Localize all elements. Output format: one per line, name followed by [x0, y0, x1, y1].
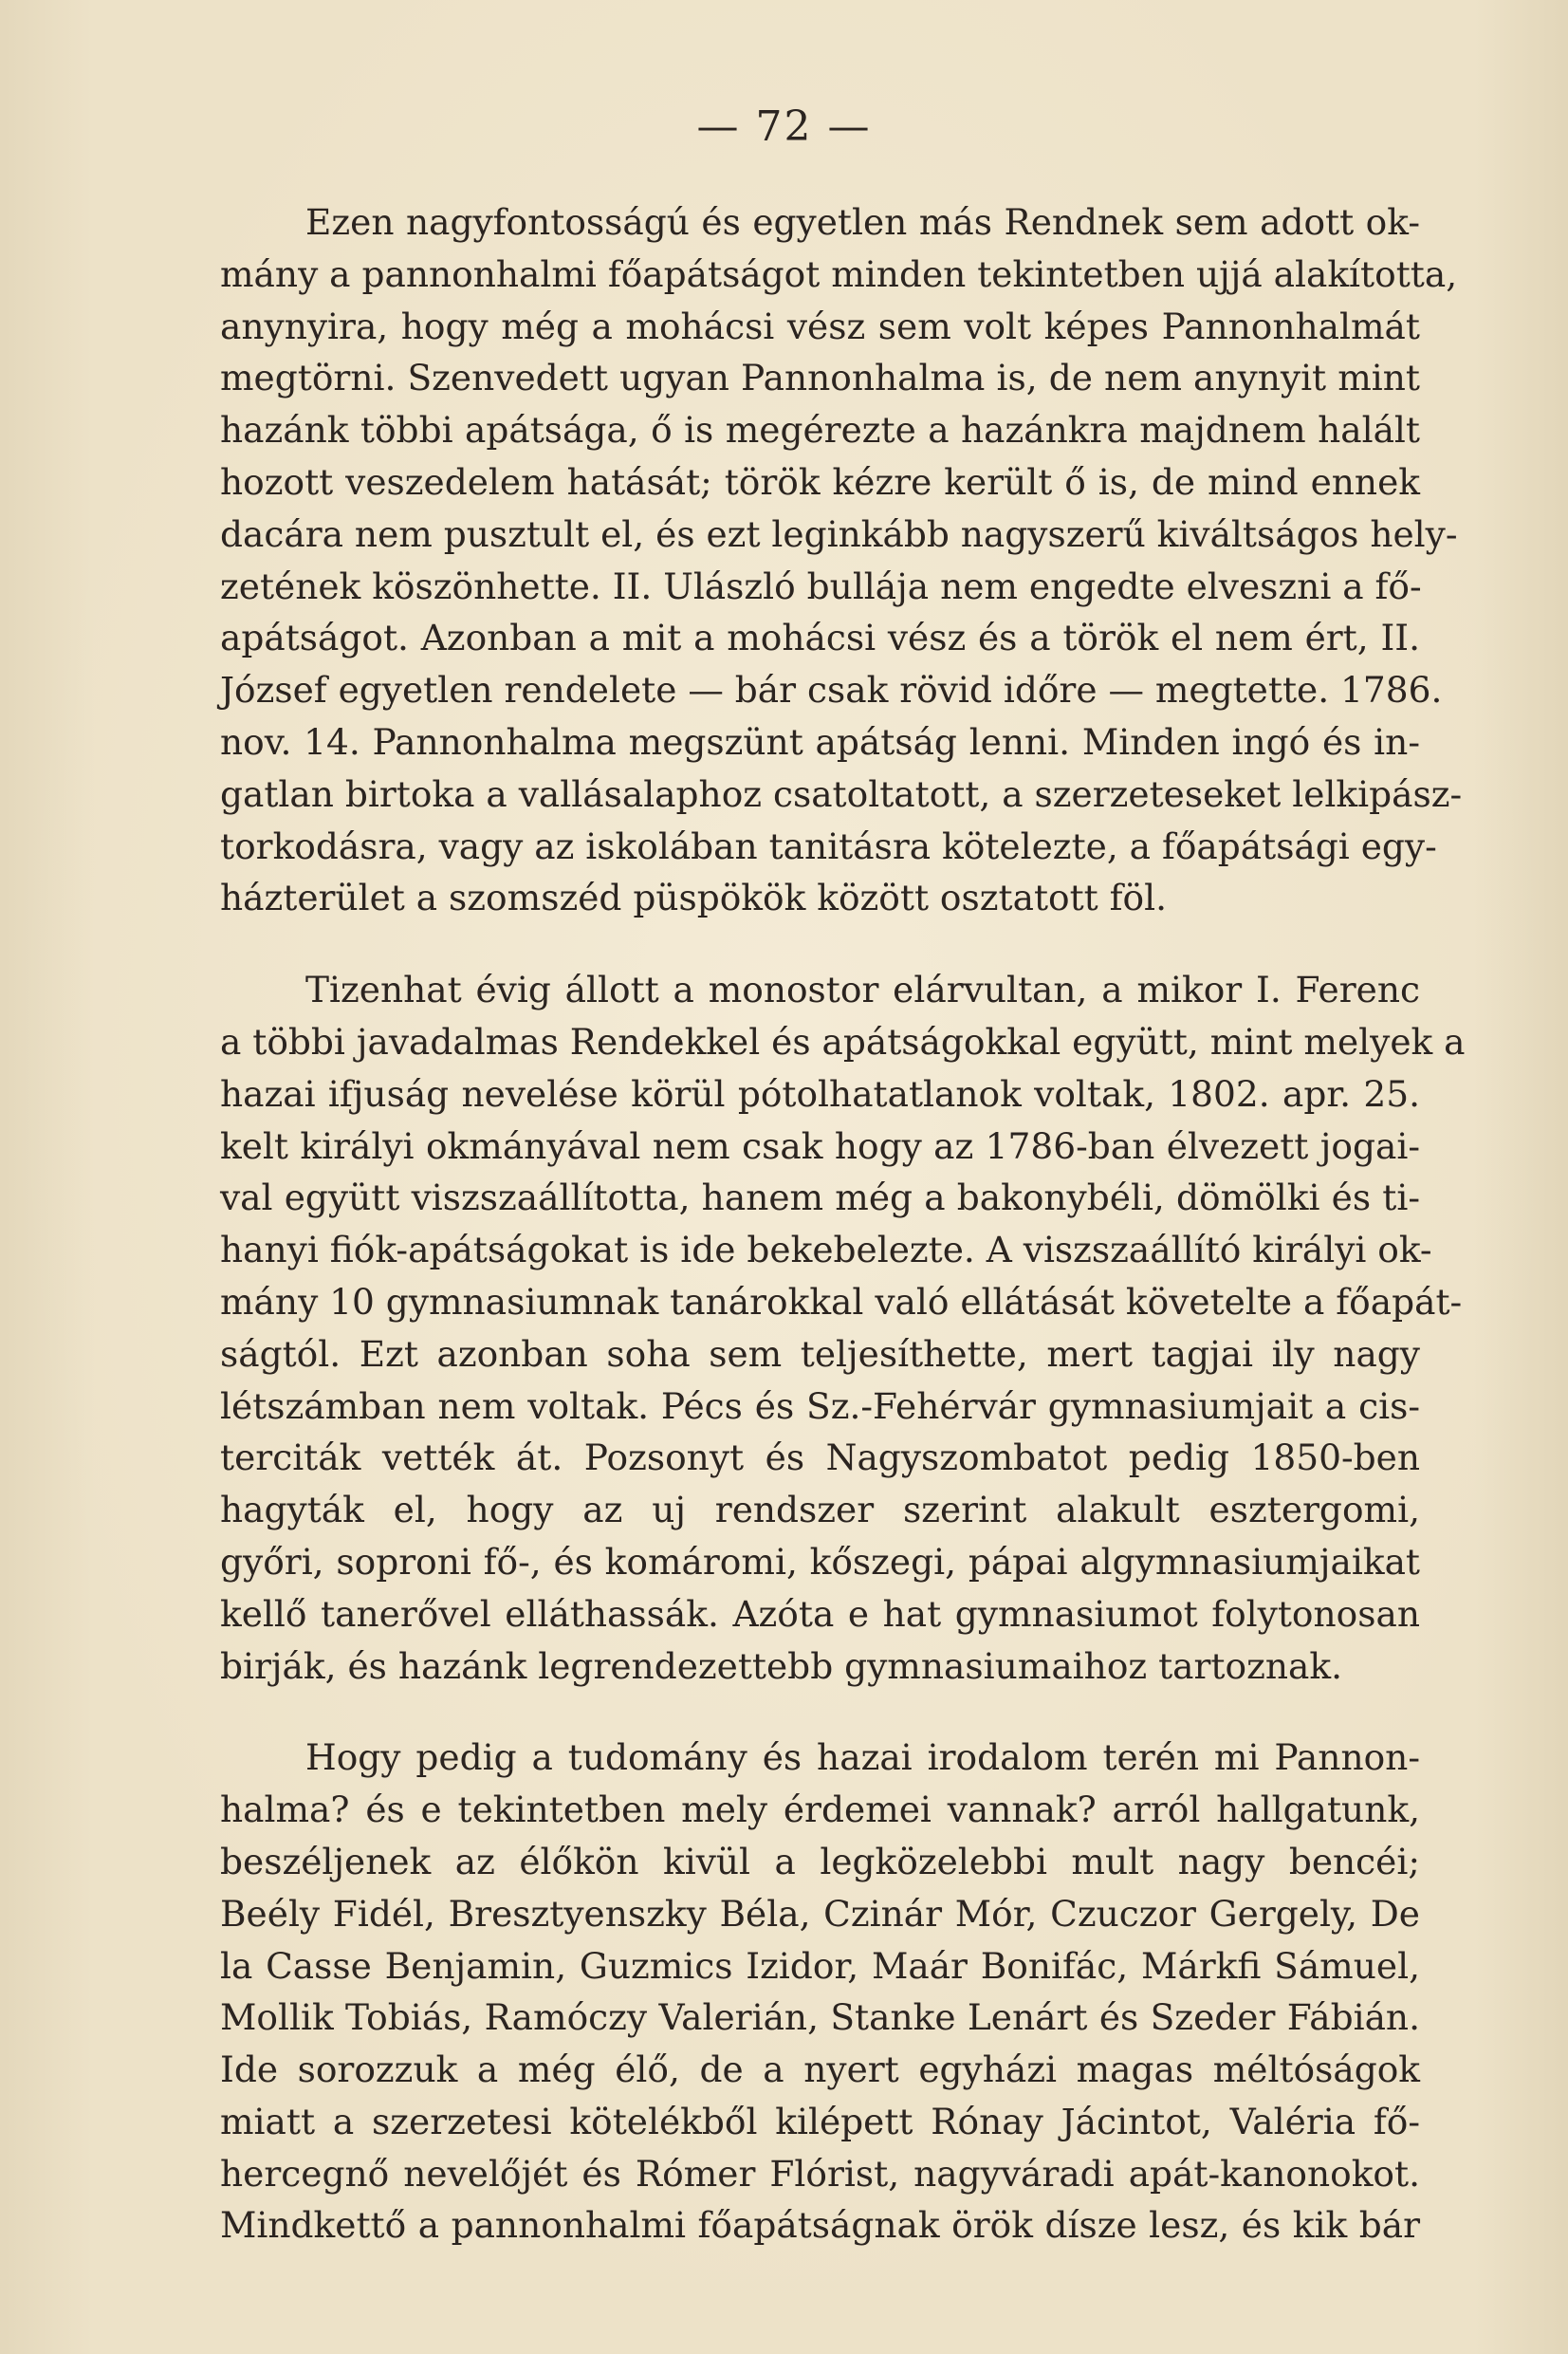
text-line: anynyira, hogy még a mohácsi vész sem volt képes Pannonhalmát	[220, 305, 1420, 347]
text-line: Mindkettő a pannonhalmi főapátságnak örök dísze lesz, és kik bár	[220, 2204, 1420, 2247]
text-line: kelt királyi okmányával nem csak hogy az 1786-ban élvezett jogai-	[220, 1124, 1420, 1167]
text-line: hozott veszedelem hatását; török kézre került ő is, de mind ennek	[220, 460, 1420, 503]
text-line: zetének köszönhette. II. Ulászló bullája nem engedte elveszni a fő-	[220, 565, 1422, 607]
text-line: gatlan birtoka a vallásalaphoz csatoltatott, a szerzeteseket lelkipász-	[220, 772, 1463, 815]
text-line: mány 10 gymnasiumnak tanárokkal való ellátását követelte a főapát-	[220, 1280, 1463, 1323]
text-line: Beély Fidél, Bresztyenszky Béla, Czinár Mór, Czuczor Gergely, De	[220, 1892, 1420, 1935]
paragraph-1	[220, 196, 1463, 924]
text-line: birják, és hazánk legrendezettebb gymnasiumaihoz tartoznak.	[220, 1644, 1342, 1687]
page-number: — 72 —	[696, 102, 872, 151]
text-line: hercegnő nevelőjét és Rómer Flórist, nagyváradi apát-kanonokot.	[220, 2152, 1420, 2195]
text-line: la Casse Benjamin, Guzmics Izidor, Maár Bonifác, Márkfi Sámuel,	[220, 1944, 1420, 1987]
text-line: létszámban nem voltak. Pécs és Sz.-Fehérvár gymnasiumjait a cis-	[220, 1384, 1420, 1427]
text-line: hazánk többi apátsága, ő is megérezte a hazánkra majdnem halált	[220, 409, 1420, 452]
text-line: Mollik Tobiás, Ramóczy Valerián, Stanke Lenárt és Szeder Fábián.	[220, 1996, 1420, 2039]
text-line: hazai ifjuság nevelése körül pótolhatatlanok voltak, 1802. apr. 25.	[220, 1072, 1420, 1115]
text-line: torkodásra, vagy az iskolában tanitásra kötelezte, a főapátsági egy-	[220, 825, 1437, 867]
text-line: kellő tanerővel elláthassák. Azóta e hat gymnasiumot folytonosan	[220, 1592, 1420, 1635]
paragraph-2	[220, 964, 1466, 1692]
paragraph-3	[220, 1732, 1420, 2252]
text-line: val együtt viszszaállította, hanem még a bakonybéli, dömölki és ti-	[220, 1177, 1420, 1219]
text-line: József egyetlen rendelete — bár csak rövid időre — megtette. 1786.	[220, 669, 1443, 712]
text-line: hanyi fiók-apátságokat is ide bekebelezte. A viszszaállító királyi ok-	[220, 1229, 1432, 1271]
text-line: miatt a szerzetesi kötelékből kilépett Rónay Jácintot, Valéria fő-	[220, 2100, 1420, 2142]
text-line: dacára nem pusztult el, és ezt leginkább nagyszerű kiváltságos hely-	[220, 512, 1458, 555]
text-line: győri, soproni fő-, és komáromi, kőszegi, pápai algymnasiumjaikat	[220, 1540, 1420, 1583]
text-line: terciták vették át. Pozsonyt és Nagyszombatot pedig 1850-ben	[220, 1436, 1420, 1479]
text-line: hagyták el, hogy az uj rendszer szerint alakult esztergomi,	[220, 1489, 1420, 1531]
body-text	[220, 196, 1466, 2252]
text-line: Tizenhat évig állott a monostor elárvultan, a mikor I. Ferenc	[305, 969, 1420, 1011]
text-line: a többi javadalmas Rendekkel és apátságokkal együtt, mint melyek a	[220, 1020, 1466, 1063]
text-line: Ide sorozzuk a még élő, de a nyert egyházi magas méltóságok	[220, 2048, 1420, 2091]
text-line: beszéljenek az élőkön kivül a legközelebbi mult nagy bencéi;	[220, 1840, 1420, 1882]
text-line: apátságot. Azonban a mit a mohácsi vész és a török el nem ért, II.	[220, 617, 1420, 659]
text-line: nov. 14. Pannonhalma megszünt apátság lenni. Minden ingó és in-	[220, 720, 1420, 763]
text-line: halma? és e tekintetben mely érdemei vannak? arról hallgatunk,	[220, 1789, 1420, 1831]
text-line: házterület a szomszéd püspökök között osztatott föl.	[220, 877, 1168, 919]
text-line: mány a pannonhalmi főapátságot minden tekintetben ujjá alakította,	[220, 252, 1458, 295]
text-line: megtörni. Szenvedett ugyan Pannonhalma is, de nem anynyit mint	[220, 357, 1420, 399]
text-line: ságtól. Ezt azonban soha sem teljesíthette, mert tagjai ily nagy	[220, 1332, 1420, 1375]
text-line: Hogy pedig a tudomány és hazai irodalom terén mi Pannon-	[305, 1736, 1420, 1779]
text-line: Ezen nagyfontosságú és egyetlen más Rendnek sem adott ok-	[305, 201, 1420, 243]
